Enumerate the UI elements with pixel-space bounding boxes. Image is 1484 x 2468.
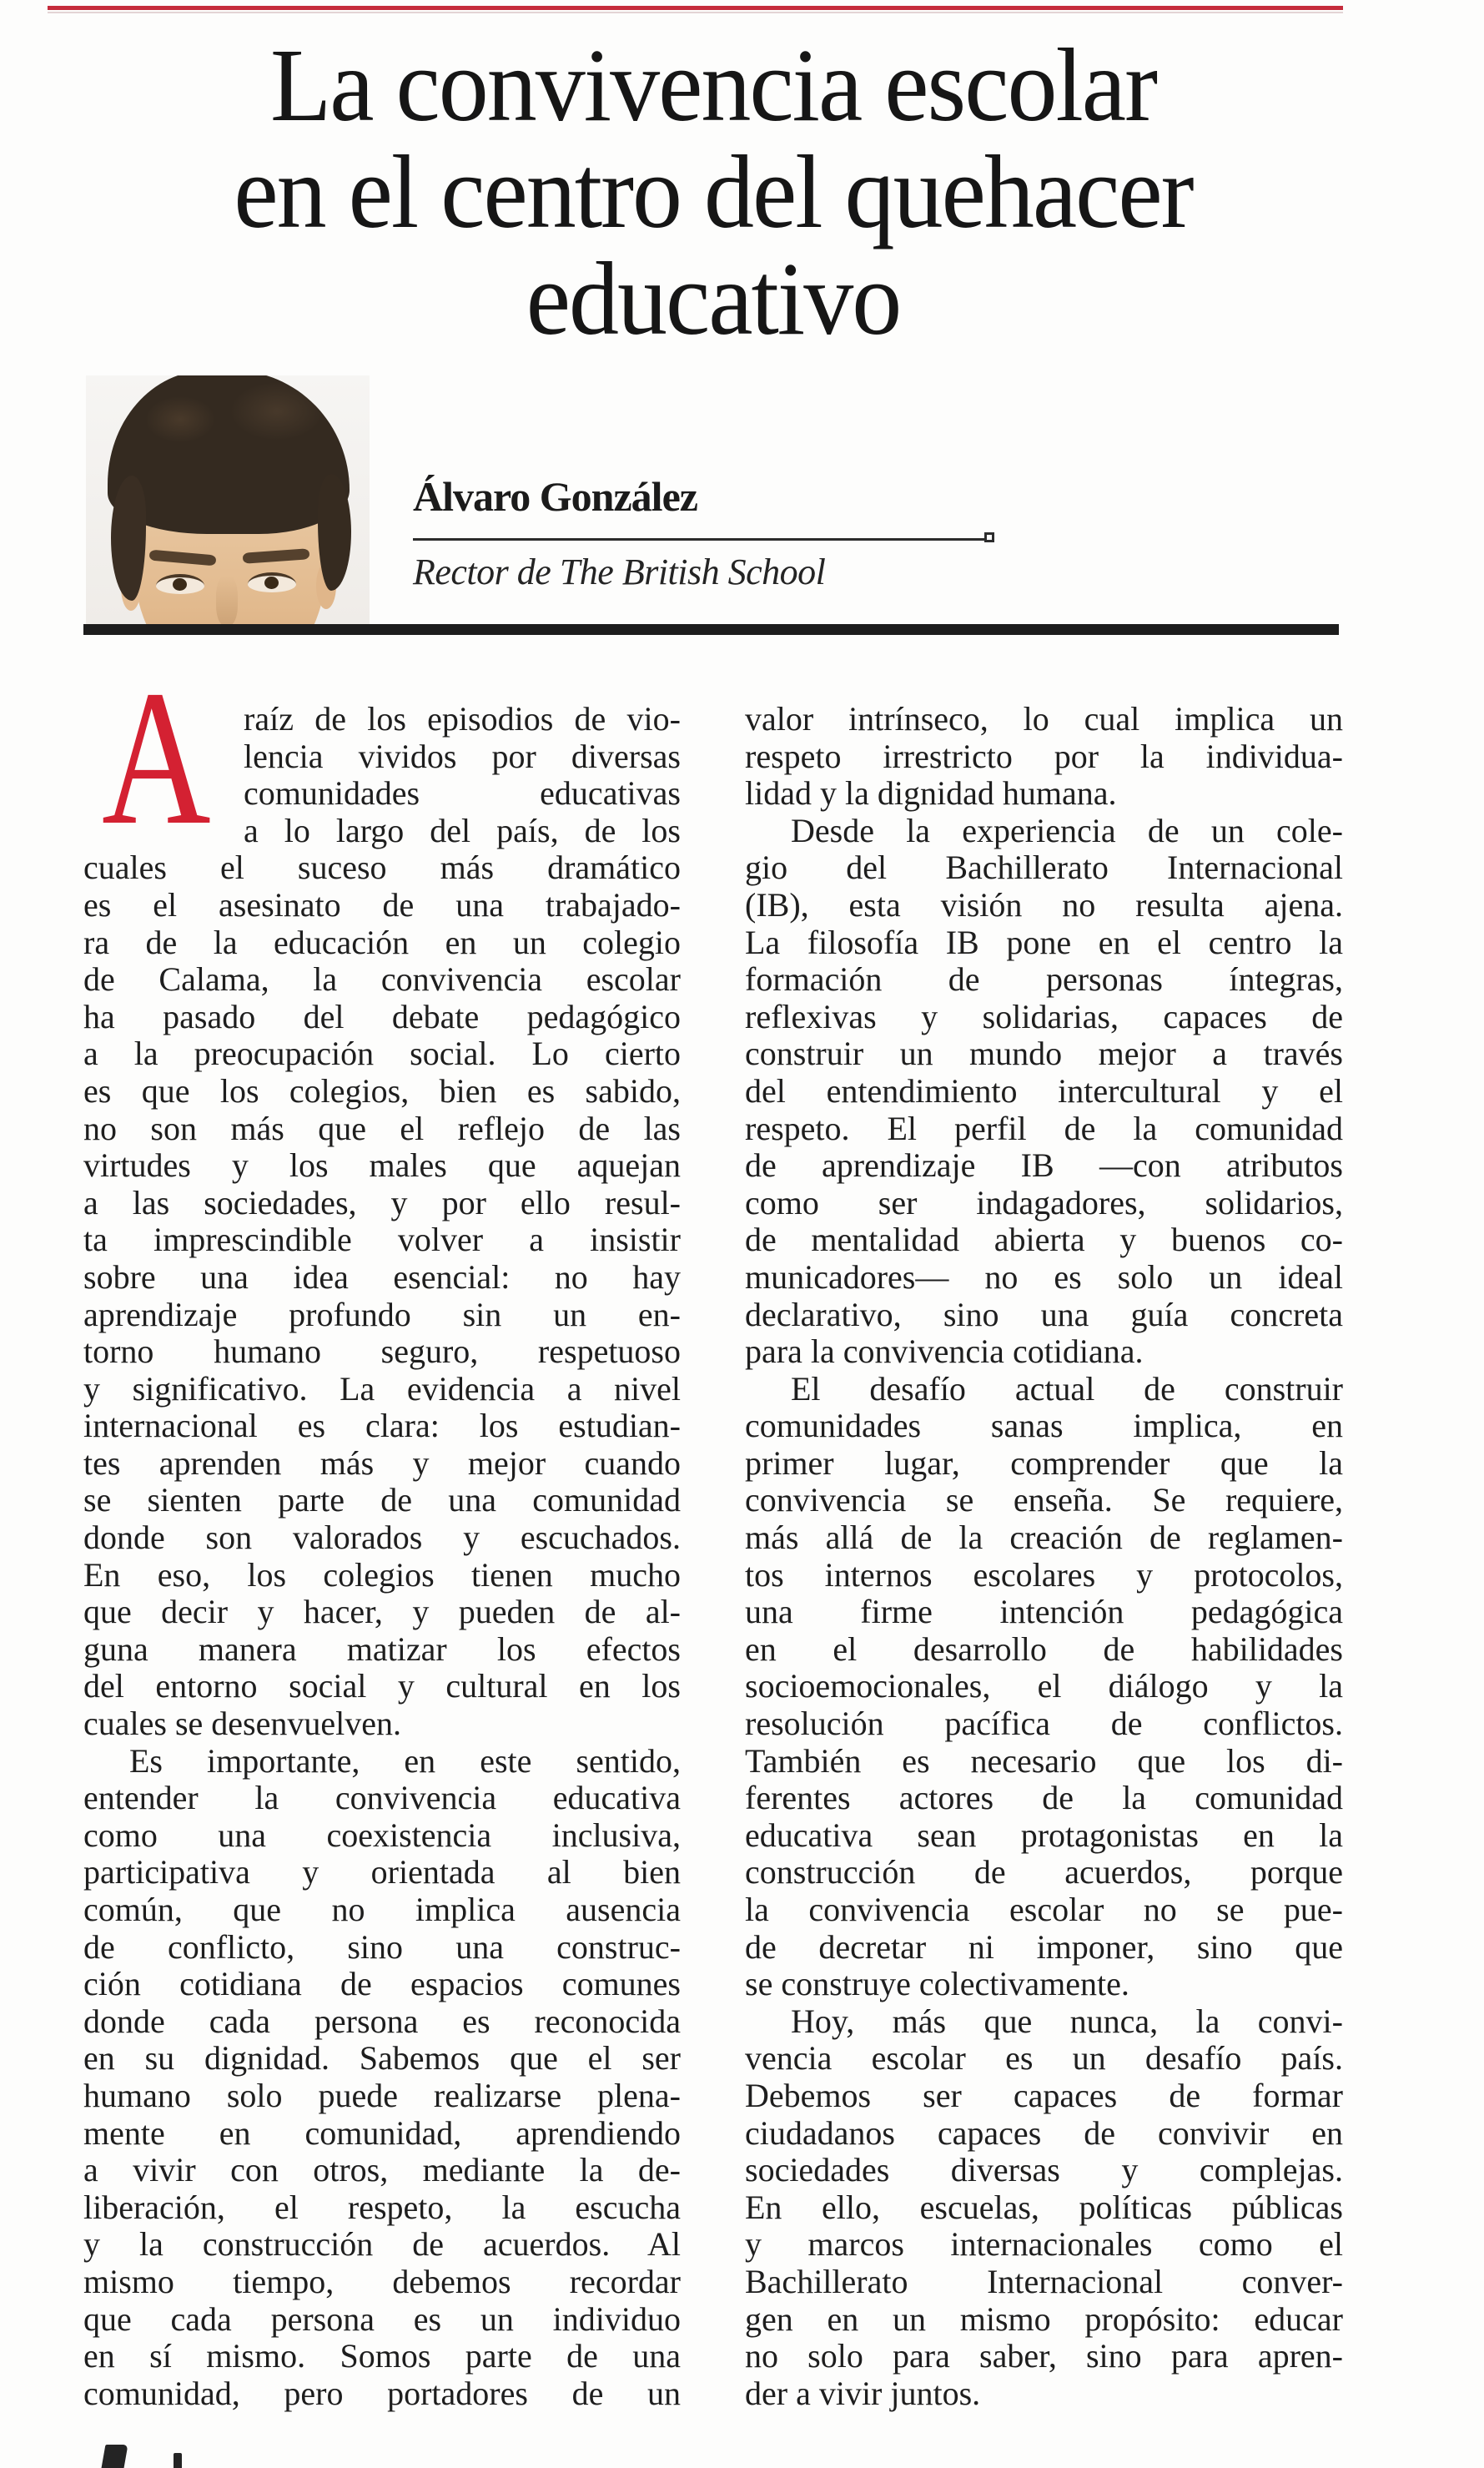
section-divider-bar [83,624,1339,635]
body-text-line: lencia vividos por diversas [244,737,681,775]
body-text-line: educativa sean protagonistas en la [745,1816,1343,1854]
body-text-line: convivencia se enseña. Se requiere, [745,1481,1343,1519]
body-text-line: de decretar ni imponer, sino que [745,1927,1343,1966]
body-text-line: ha pasado del debate pedagógico [83,997,681,1035]
body-text-line: Bachillerato Internacional conver- [745,2262,1343,2300]
author-eye-right [248,572,296,592]
byline-author-name: Álvaro González [413,473,697,520]
body-text-line: cuales se desenvuelven. [83,1705,401,1743]
body-text-line: se construye colectivamente. [745,1965,1129,2003]
body-text-line: sociedades diversas y complejas. [745,2151,1343,2189]
body-text-line: de aprendizaje IB —con atributos [745,1146,1343,1185]
body-text-line: aprendizaje profundo sin un en- [83,1295,681,1333]
top-red-rule [48,6,1343,10]
body-text-line: liberación, el respeto, la escucha [83,2188,681,2226]
body-text-line: en el desarrollo de habilidades [745,1629,1343,1668]
top-rule-shadow [48,12,1343,13]
body-text-line: humano solo puede realizarse plena- [83,2076,681,2114]
body-text-line: donde son valorados y escuchados. [83,1519,681,1557]
cutoff-letter-fragment-2 [174,2453,182,2468]
headline-line-1: La convivencia escolar [269,27,1157,144]
body-text-line: der a vivir juntos. [745,2374,981,2412]
body-text-line: resolución pacífica de conflictos. [745,1705,1343,1743]
body-text-line: El desafío actual de construir [791,1369,1343,1408]
body-text-line: respeto. El perfil de la comunidad [745,1109,1343,1147]
body-text-line: internacional es clara: los estudian- [83,1407,681,1445]
body-text-line: que decir y hacer, y pueden de al- [83,1593,681,1631]
body-text-line: virtudes y los males que aquejan [83,1146,681,1185]
body-text-line: del entorno social y cultural en los [83,1667,681,1705]
body-text-line: del entendimiento intercultural y el [745,1071,1343,1110]
body-text-line: de Calama, la convivencia escolar [83,960,681,999]
body-text-line: entender la convivencia educativa [83,1779,681,1817]
body-text-line: a la preocupación social. Lo cierto [83,1035,681,1073]
body-text-line: (IB), esta visión no resulta ajena. [745,885,1343,924]
author-photo [86,375,370,626]
body-text-line: y la construcción de acuerdos. Al [83,2225,681,2264]
body-text-line: También es necesario que los di- [745,1741,1343,1780]
body-text-line: donde cada persona es reconocida [83,2002,681,2040]
body-text-line: valor intrínseco, lo cual implica un [745,700,1343,738]
body-text-line: mismo tiempo, debemos recordar [83,2262,681,2300]
body-text-line: ra de la educación en un colegio [83,923,681,961]
body-text-line: para la convivencia cotidiana. [745,1332,1144,1371]
byline-rule [413,538,987,541]
author-hair-sideburn-left [111,476,146,601]
author-iris-left [173,578,187,591]
body-text-line: a las sociedades, y por ello resul- [83,1183,681,1221]
body-text-line: formación de personas íntegras, [745,960,1343,999]
body-text-line: a vivir con otros, mediante la de- [83,2151,681,2189]
body-text-line: Debemos ser capaces de formar [745,2076,1343,2114]
body-text-line: como una coexistencia inclusiva, [83,1816,681,1854]
body-text-line: Es importante, en este sentido, [129,1741,681,1780]
body-text-line: es que los colegios, bien es sabido, [83,1071,681,1110]
body-text-line: una firme intención pedagógica [745,1593,1343,1631]
body-text-line: se sienten parte de una comunidad [83,1481,681,1519]
body-text-line: es el asesinato de una trabajado- [83,885,681,924]
body-text-line: sobre una idea esencial: no hay [83,1257,681,1296]
body-text-line: Desde la experiencia de un cole- [791,811,1343,849]
body-text-line: En ello, escuelas, políticas públicas [745,2188,1343,2226]
body-text-line: ta imprescindible volver a insistir [83,1221,681,1259]
body-text-line: en sí mismo. Somos parte de una [83,2337,681,2375]
body-text-line: primer lugar, comprender que la [745,1443,1343,1482]
author-iris-right [264,577,279,589]
body-text-line: común, que no implica ausencia [83,1891,681,1928]
drop-cap-letter: A [102,651,211,865]
body-text-line: En eso, los colegios tienen mucho [83,1555,681,1594]
body-text-line: a lo largo del país, de los [244,811,681,849]
body-text-line: en su dignidad. Sabemos que el ser [83,2039,681,2078]
body-text-line: municadores— no es solo un ideal [745,1257,1343,1296]
body-text-line: Hoy, más que nunca, la convi- [791,2002,1343,2040]
body-text-line: que cada persona es un individuo [83,2299,681,2338]
cutoff-letter-fragment-1 [102,2445,128,2468]
body-text-line: mente en comunidad, aprendiendo [83,2113,681,2152]
body-text-line: la convivencia escolar no se pue- [745,1891,1343,1928]
article-headline [83,27,1343,356]
body-text-line: de mentalidad abierta y buenos co- [745,1221,1343,1259]
body-text-line: raíz de los episodios de vio- [244,700,681,738]
body-text-line: ción cotidiana de espacios comunes [83,1965,681,2003]
byline-author-role: Rector de The British School [413,552,826,592]
headline-line-3: educativo [526,240,901,356]
body-text-line: vencia escolar es un desafío país. [745,2039,1343,2078]
body-text-line: como ser indagadores, solidarios, [745,1183,1343,1221]
body-text-line: gio del Bachillerato Internacional [745,849,1343,887]
body-text-line: torno humano seguro, respetuoso [83,1332,681,1371]
article-column-1 [83,651,681,2412]
body-text-line: tes aprenden más y mejor cuando [83,1443,681,1482]
body-text-line: ciudadanos capaces de convivir en [745,2113,1343,2152]
body-text-line: más allá de la creación de reglamen- [745,1519,1343,1557]
body-text-line: construcción de acuerdos, porque [745,1853,1343,1891]
body-text-line: comunidades sanas implica, en [745,1407,1343,1445]
body-text-line: reflexivas y solidarias, capaces de [745,997,1343,1035]
body-text-line: lidad y la dignidad humana. [745,774,1117,813]
body-text-line: y significativo. La evidencia a nivel [83,1369,681,1408]
body-text-line: respeto irrestricto por la individua- [745,737,1343,775]
body-text-line: comunidad, pero portadores de un [83,2374,681,2412]
body-text-line: socioemocionales, el diálogo y la [745,1667,1343,1705]
body-text-line: gen en un mismo propósito: educar [745,2299,1343,2338]
body-text-line: declarativo, sino una guía concreta [745,1295,1343,1333]
body-text-line: construir un mundo mejor a través [745,1035,1343,1073]
headline-line-2: en el centro del quehacer [234,133,1193,250]
body-text-line: no solo para saber, sino para apren- [745,2337,1343,2375]
body-text-line: y marcos internacionales como el [745,2225,1343,2264]
body-text-line: La filosofía IB pone en el centro la [745,923,1343,961]
body-text-line: no son más que el reflejo de las [83,1109,681,1147]
body-text-line: cuales el suceso más dramático [83,849,681,887]
body-text-line: participativa y orientada al bien [83,1853,681,1891]
body-text-line: ferentes actores de la comunidad [745,1779,1343,1817]
body-text-line: comunidades educativas [244,774,681,813]
author-nose-shade [216,576,238,626]
author-eye-left [156,574,204,594]
byline-rule-end-square [984,532,994,542]
body-text-line: de conflicto, sino una construc- [83,1927,681,1966]
article-column-2 [745,701,1343,2412]
body-text-line: tos internos escolares y protocolos, [745,1555,1343,1594]
body-text-line: guna manera matizar los efectos [83,1629,681,1668]
